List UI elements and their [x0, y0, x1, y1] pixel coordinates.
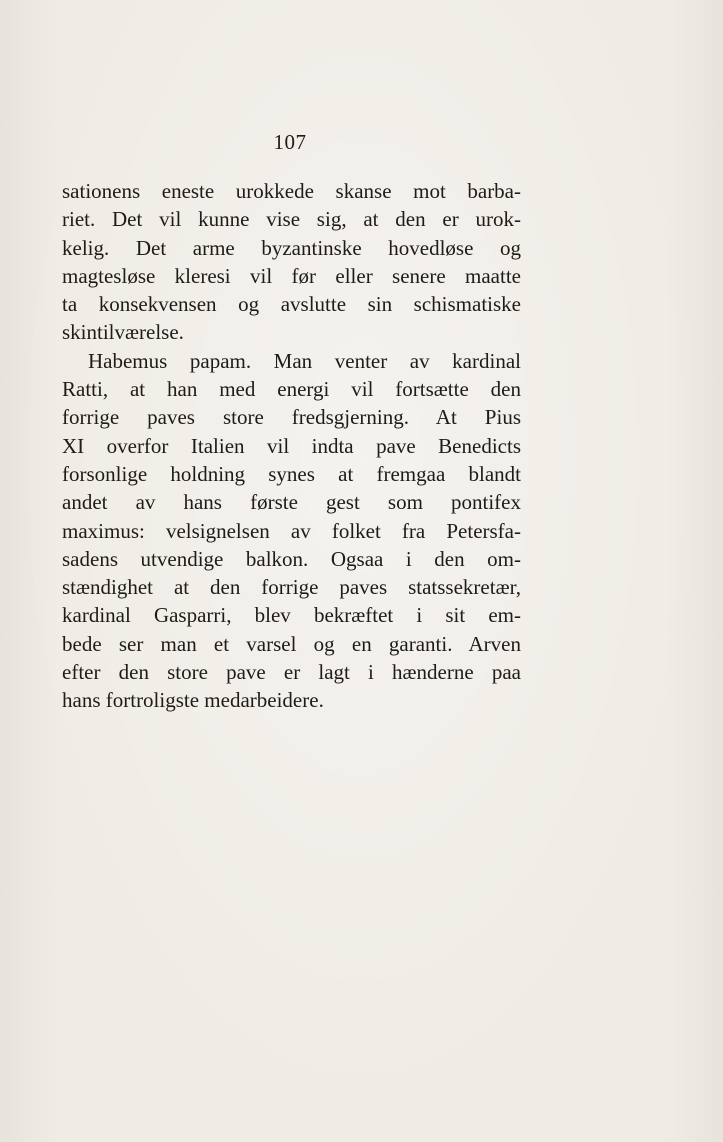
text-line: efter den store pave er lagt i hænderne paa: [62, 660, 521, 685]
paragraph-1: [62, 177, 521, 347]
text-line: riet. Det vil kunne vise sig, at den er urok-: [62, 207, 521, 232]
text-line: skintilværelse.: [62, 320, 184, 345]
text-line: sationens eneste urokkede skanse mot barba-: [62, 179, 521, 203]
body-text: [62, 177, 521, 715]
text-line: Ratti, at han med energi vil fortsætte den: [62, 377, 521, 402]
text-line: stændighet at den forrige paves statssekretær,: [62, 575, 521, 600]
text-line: andet av hans første gest som pontifex: [62, 490, 521, 515]
page-number: 107: [273, 130, 307, 154]
text-line: Habemus papam. Man venter av kardinal: [88, 348, 521, 373]
text-line: forsonlige holdning synes at fremgaa blandt: [62, 461, 521, 486]
text-line: hans fortroligste medarbeidere.: [62, 688, 324, 713]
text-line: maximus: velsignelsen av folket fra Petersfa-: [62, 518, 521, 543]
text-line: kelig. Det arme byzantinske hovedløse og: [62, 235, 521, 260]
text-line: sadens utvendige balkon. Ogsaa i den om-: [62, 546, 521, 571]
text-line: kardinal Gasparri, blev bekræftet i sit em-: [62, 603, 521, 628]
text-line: ta konsekvensen og avslutte sin schismatiske: [62, 292, 521, 317]
text-line: bede ser man et varsel og en garanti. Arven: [62, 631, 521, 656]
text-line: forrige paves store fredsgjerning. At Pius: [62, 405, 521, 430]
text-line: magtesløse kleresi vil før eller senere maatte: [62, 263, 521, 288]
text-line: XI overfor Italien vil indta pave Benedicts: [62, 433, 521, 458]
paragraph-2: [62, 347, 521, 715]
